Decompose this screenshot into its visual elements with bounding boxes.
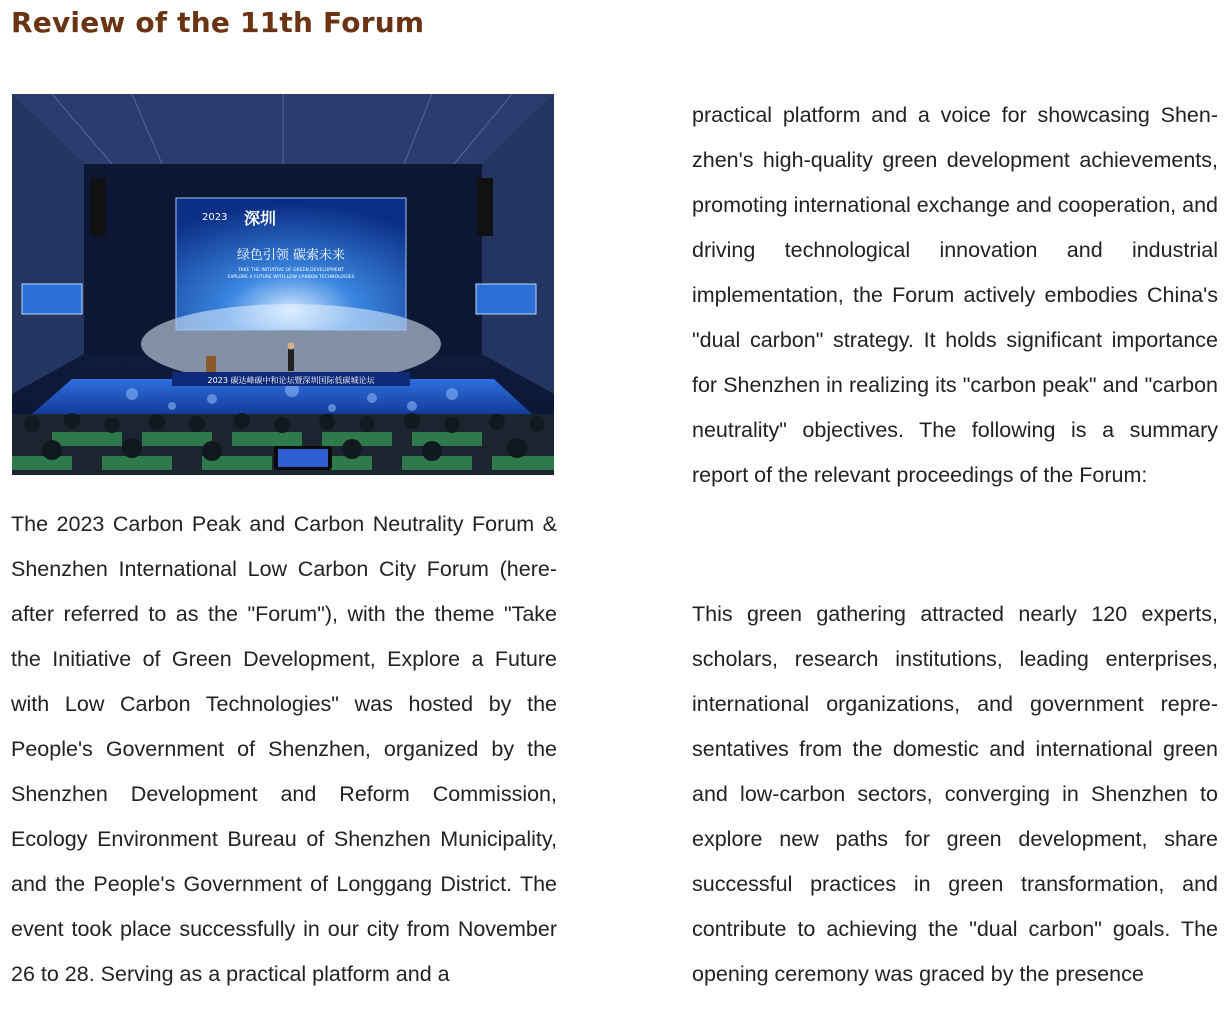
forum-stage-photo — [12, 94, 554, 475]
summary-paragraph — [692, 93, 1218, 498]
page-title: Review of the 11th Forum — [11, 6, 425, 39]
screen-subtitle-line1: TAKE THE INITIATIVE OF GREEN DEVELOPMENT — [238, 268, 344, 273]
screen-subtitle-line2: EXPLORE A FUTURE WITH LOW CARBON TECHNOLOGIES — [227, 275, 355, 280]
screen-brand-text: 深圳 — [244, 209, 277, 228]
participants-paragraph-text: This green gathering attracted nearly 120 experts, scholars, research institutions, leading enterprises, international organizations, and government representatives from the domestic and international green and low-carbon sectors, converging in Shenzhen to explore new paths for green development, share successful practices in green transformation, and contribute to achieving the "dual carbon" goals. The opening ceremony was graced by the presence — [692, 602, 1218, 986]
screen-slogan-text: 绿色引领 碳索未来 — [236, 248, 346, 263]
intro-paragraph — [11, 502, 557, 997]
participants-paragraph — [692, 592, 1218, 997]
screen-year-text: 2023 — [202, 212, 228, 223]
summary-paragraph-text: practical platform and a voice for showcasing Shenzhen's high-quality green development achievements, promoting international exchange and cooperation, and driving technological innovation and industrial implementation, the Forum actively embodies China's "dual carbon" strategy. It holds significant importance for Shenzhen in realizing its "carbon peak" and "carbon neutrality" objectives. The following is a summary report of the relevant proceedings of the Forum: — [692, 103, 1218, 487]
intro-paragraph-text: The 2023 Carbon Peak and Carbon Neutrality Forum & Shenzhen International Low Carbon City Forum (hereafter referred to as the "Forum"), with the theme "Take the Initiative of Green Development, Explore a Future with Low Carbon Technologies" was hosted by the People's Government of Shenzhen, organized by the Shenzhen Development and Reform Commission, Ecology Environment Bureau of Shenzhen Municipality, and the People's Government of Longgang District. The event took place successfully in our city from November 26 to 28. Serving as a practical platform and a — [11, 512, 557, 986]
stage-banner-text: 2023 碳达峰碳中和论坛暨深圳国际低碳城论坛 — [207, 376, 375, 385]
